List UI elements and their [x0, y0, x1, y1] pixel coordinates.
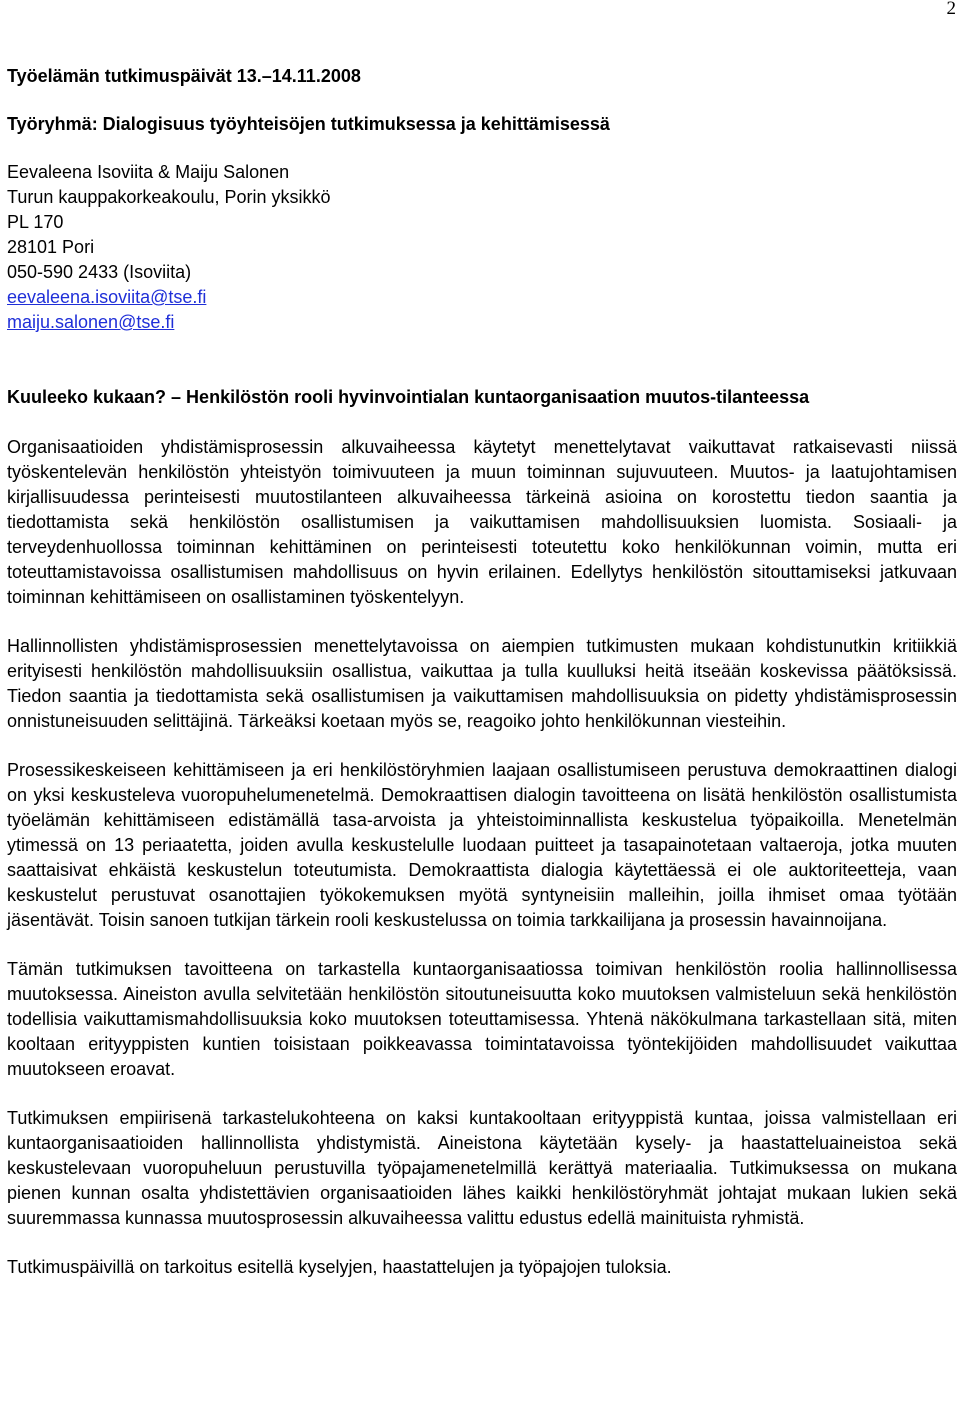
phone: 050-590 2433 (Isoviita)	[7, 262, 192, 282]
institution: Turun kauppakorkeakoulu, Porin yksikkö	[7, 187, 331, 207]
contact-block	[7, 160, 957, 335]
paragraph-1: Organisaatioiden yhdistämisprosessin alkuvaiheessa käytetyt menettelytavat vaikuttavat ratkaisevasti niissä työskentelevän henkilöstön yhteistyön toimivuuteen ja muun toiminnan sujuvuuteen. Muutos- ja laatujohtamisen kirjallisuudessa perinteisesti muutostilanteen alkuvaiheessa tärkeinä asioina on korostettu tiedon saantia ja tiedottamista sekä henkilöstön osallistumisen ja vaikuttamisen mahdollisuuksien luomista. Sosiaali- ja terveydenhuollossa toiminnan kehittäminen on perinteisesti toteutettu koko henkilökunnan voimin, mutta eri toteuttamistavoissa osallistumisen mahdollisuus on hyvin erilainen. Edellytys henkilöstön sitouttamiseksi jatkuvaan toiminnan kehittämiseen on osallistaminen työskentelyyn.	[7, 437, 957, 607]
document-body	[7, 64, 957, 1280]
workgroup-title: Työryhmä: Dialogisuus työyhteisöjen tutkimuksessa ja kehittämisessä	[7, 114, 610, 134]
paragraph-2: Hallinnollisten yhdistämisprosessien menettelytavoissa on aiempien tutkimusten mukaan kohdistunutkin kritiikkiä erityisesti henkilöstön mahdollisuuksiin osallistua, vaikuttaa ja tulla kuulluksi heitä itseään koskevissa päätöksissä. Tiedon saantia ja tiedottamista sekä osallistumisen ja vaikuttamisen mahdollisuuksia on pidetty yhdistämisprosessin onnistuneisuuden selittäjinä. Tärkeäksi koetaan myös se, reagoiko johto henkilökunnan viesteihin.	[7, 636, 957, 731]
po-box: PL 170	[7, 212, 64, 232]
paragraph-5: Tutkimuksen empiirisenä tarkastelukohteena on kaksi kuntakooltaan erityyppistä kuntaa, joissa valmistellaan eri kuntaorganisaatioiden hallinnollista yhdistymistä. Aineistona käytetään kysely- ja haastatteluaineistoa sekä keskustelevaan vuoropuheluun perustuvilla työpajamenetelmillä kerättyä materiaalia. Tutkimuksessa on mukana pienen kunnan osalta yhdistettävien organisaatioiden lähes kaikki henkilöstöryhmät johtajat mukaan lukien sekä suuremmassa kunnassa muutosprosessin alkuvaiheessa valittu edustus edellä mainituista ryhmistä.	[7, 1108, 957, 1228]
paragraph-4: Tämän tutkimuksen tavoitteena on tarkastella kuntaorganisaatiossa toimivan henkilöstön roolia hallinnollisessa muutoksessa. Aineiston avulla selvitetään henkilöstön sitoutuneisuutta koko muutoksen valmisteluun sekä henkilöstön todellisia vaikuttamismahdollisuuksia koko muutoksen toteuttamisessa. Yhtenä näkökulmana tarkastellaan sitä, miten kooltaan erityyppisten kuntien toisistaan poikkeavassa toimintatavoissa työntekijöiden mahdollisuudet vaikuttaa muutokseen eroavat.	[7, 959, 957, 1079]
email-link-isoviita[interactable]: eevaleena.isoviita@tse.fi	[7, 287, 207, 307]
authors: Eevaleena Isoviita & Maiju Salonen	[7, 162, 290, 182]
paragraph-6: Tutkimuspäivillä on tarkoitus esitellä kyselyjen, haastattelujen ja työpajojen tuloksia.	[7, 1257, 672, 1277]
email-link-salonen[interactable]: maiju.salonen@tse.fi	[7, 312, 175, 332]
conference-event: Työelämän tutkimuspäivät 13.–14.11.2008	[7, 66, 361, 86]
paragraph-3: Prosessikeskeiseen kehittämiseen ja eri henkilöstöryhmien laajaan osallistumiseen perustuva demokraattinen dialogi on yksi keskusteleva vuoropuhelumenetelmä. Demokraattisen dialogin tavoitteena on lisätä henkilöstön osallistumista työelämän kehittämiseen edistämällä tasa-arvoista ja yhteistoiminnallista keskustelua työpaikoilla. Menetelmän ytimessä on 13 periaatetta, joiden avulla keskustelulle luodaan puitteet ja tasapainotetaan valtaeroja, jotka muuten saattaisivat ehkäistä keskustelun toteutumista. Demokraattista dialogia käytettäessä ei ole auktoriteetteja, vaan keskustelut perustuvat osanottajien työkokemuksen myötä syntyneisiin malleihin, joilla ihmiset omaa työtään jäsentävät. Toisin sanoen tutkijan tärkein rooli keskustelussa on toimia tarkkailijana ja prosessin havainnoijana.	[7, 760, 957, 930]
postal-address: 28101 Pori	[7, 237, 95, 257]
abstract-title: Kuuleeko kukaan? – Henkilöstön rooli hyvinvointialan kuntaorganisaation muutos-tilanteessa	[7, 387, 810, 407]
page-number: 2	[946, 0, 956, 19]
